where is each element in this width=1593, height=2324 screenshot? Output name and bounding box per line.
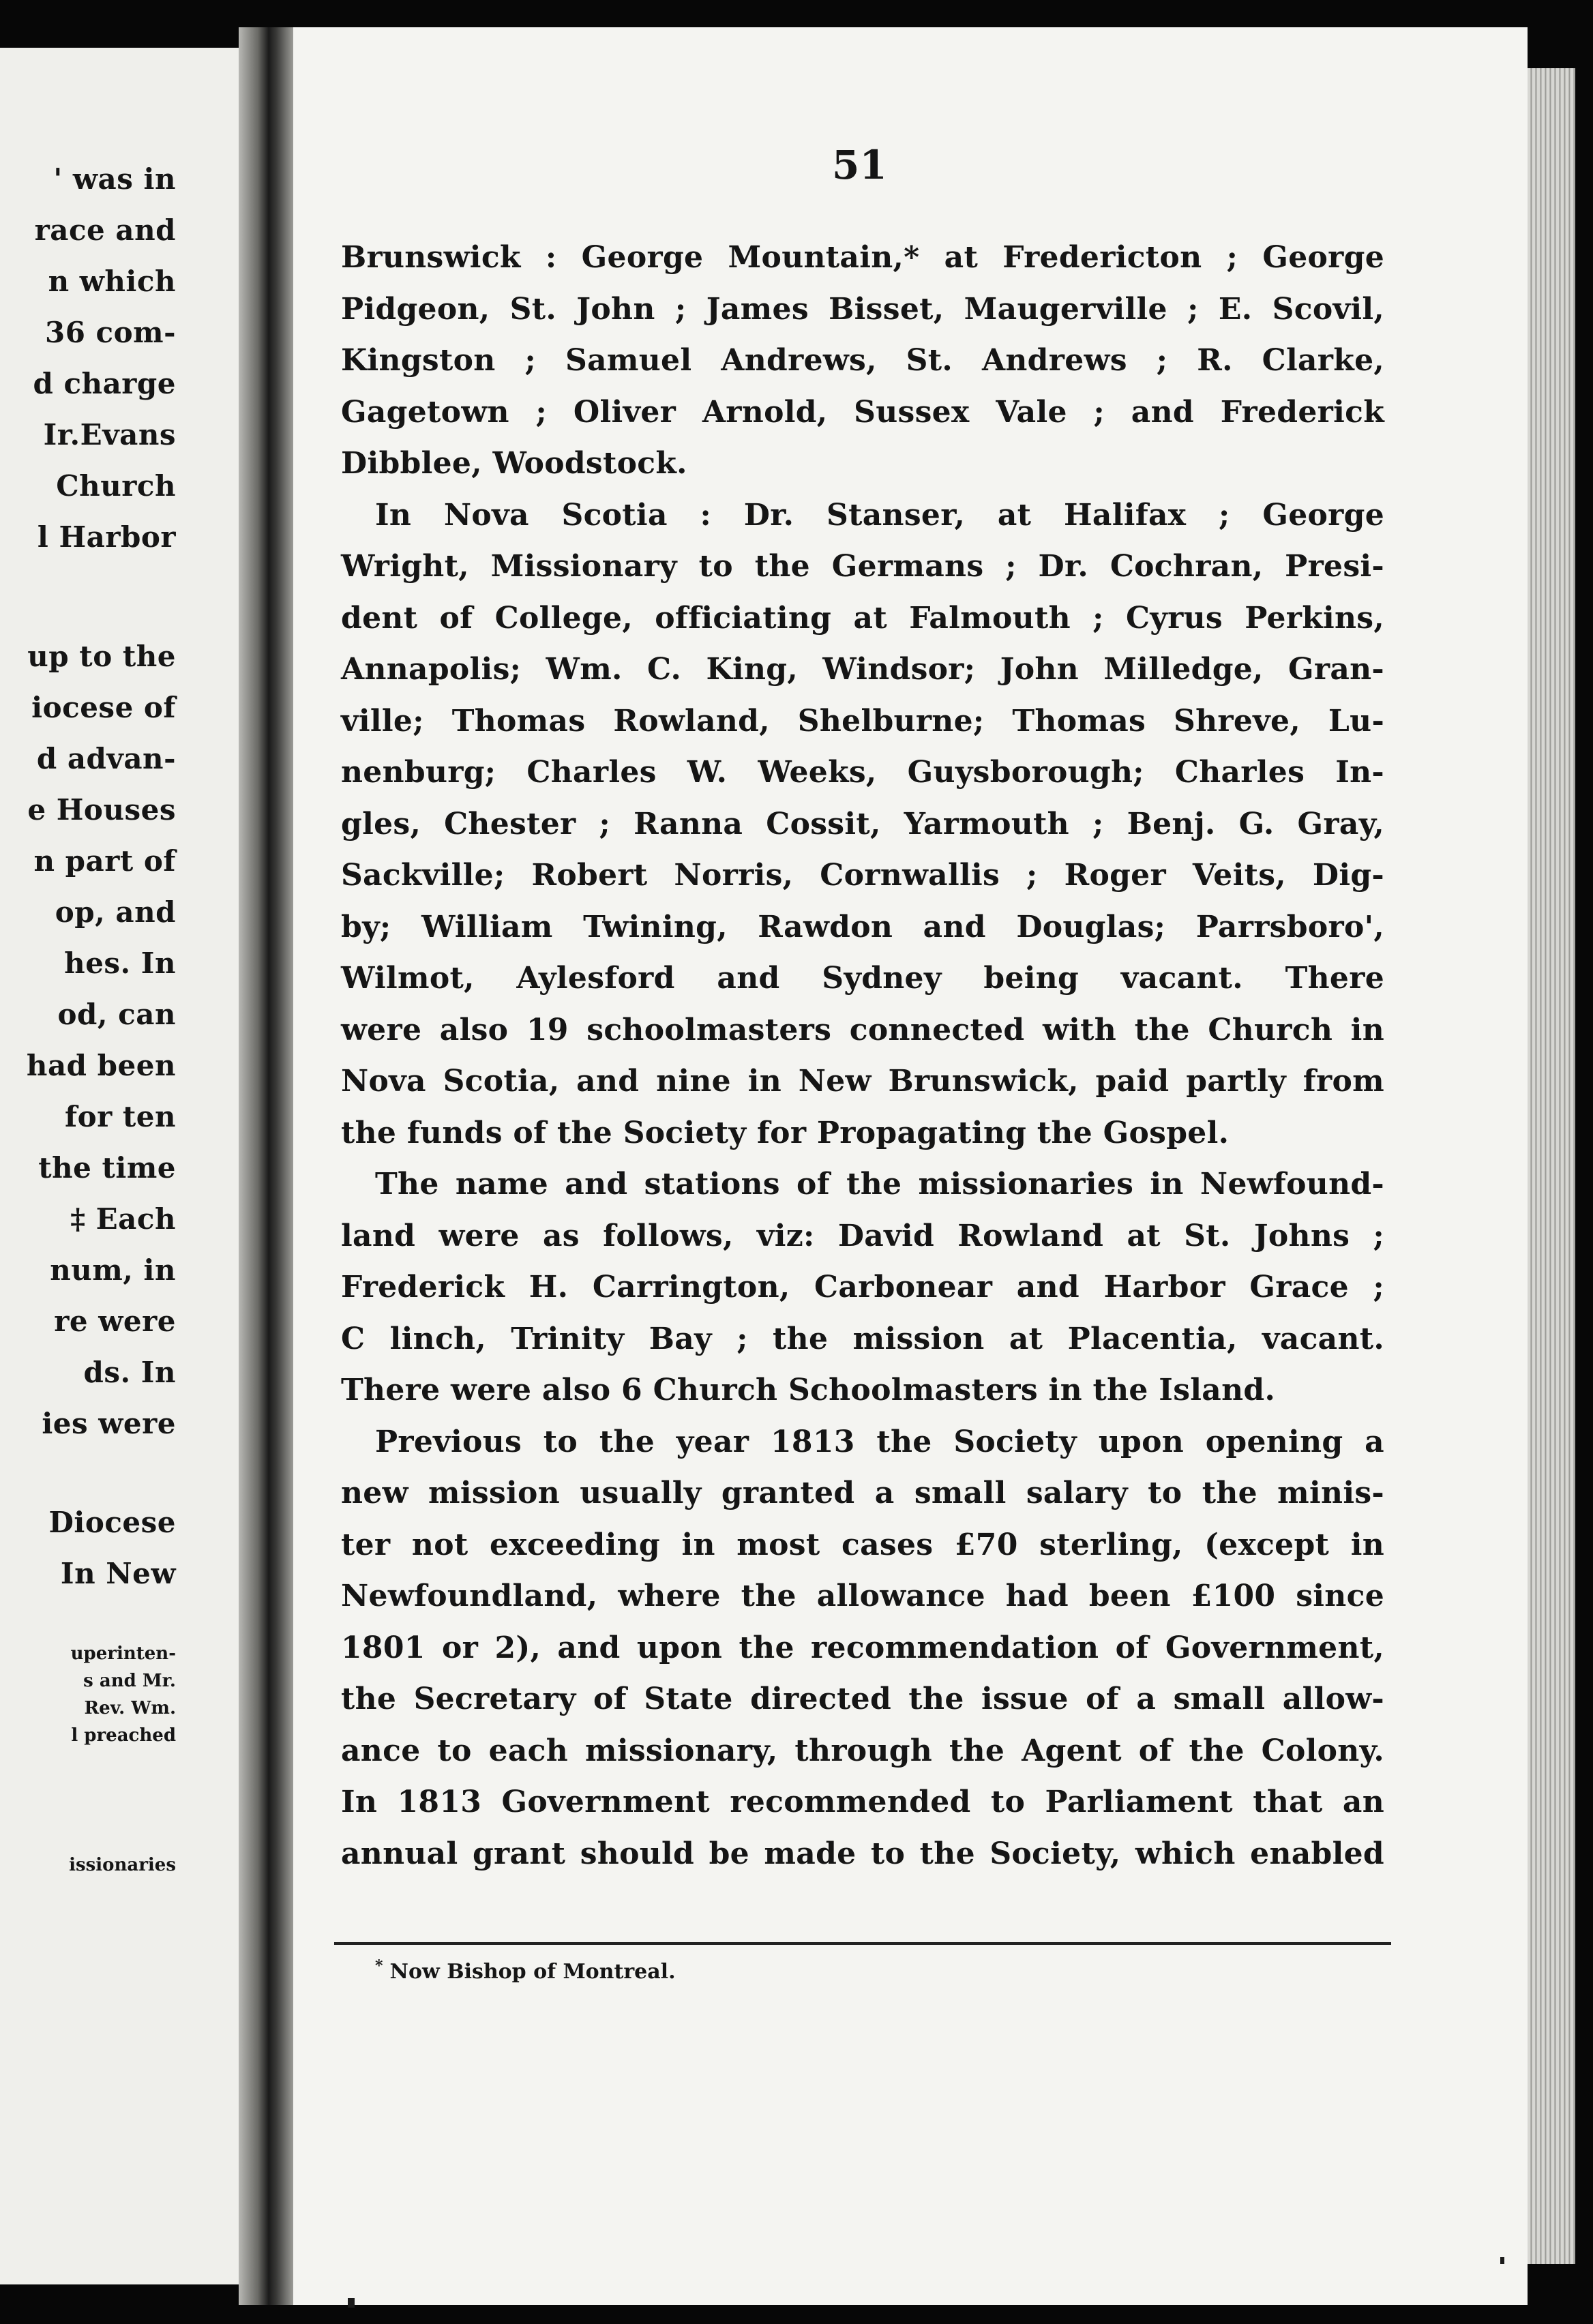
text-line: Frederick H. Carrington, Carbonear and Harbor Grace ; [341, 1270, 1384, 1305]
print-speck [348, 2298, 355, 2308]
text-line: Sackville; Robert Norris, Cornwallis ; Roger Veits, Dig- [341, 858, 1384, 893]
text-line: Brunswick : George Mountain,* at Fredericton ; George [341, 240, 1384, 275]
text-line: Wright, Missionary to the Germans ; Dr. Cochran, Presi- [341, 549, 1384, 584]
left-page-line: up to the [27, 640, 176, 673]
text-line: Pidgeon, St. John ; James Bisset, Maugerville ; E. Scovil, [341, 291, 1384, 327]
left-page-line: Church [56, 469, 176, 503]
text-line: by; William Twining, Rawdon and Douglas; Parrsboro', [341, 909, 1384, 944]
left-page-line: Diocese [48, 1506, 176, 1539]
page-edges [1528, 68, 1575, 2264]
text-line: dent of College, officiating at Falmouth ; Cyrus Perkins, [341, 600, 1384, 636]
text-line: C linch, Trinity Bay ; the mission at Placentia, vacant. [341, 1321, 1384, 1356]
footnote-divider [334, 1942, 1391, 1945]
text-line: There were also 6 Church Schoolmasters in the Island. [341, 1373, 1276, 1407]
right-page [293, 27, 1528, 2305]
text-line: In 1813 Government recommended to Parliament that an [341, 1785, 1384, 1819]
text-line: Newfoundland, where the allowance had been £100 since [341, 1579, 1384, 1613]
text-line: Kingston ; Samuel Andrews, St. Andrews ; R. Clarke, [341, 343, 1384, 378]
body-text [341, 232, 1384, 1879]
left-page-line: ‡ Each [70, 1202, 176, 1236]
left-page-line: num, in [50, 1253, 176, 1287]
left-page-line: 36 com- [44, 316, 176, 349]
footnote-mark: * [375, 1957, 383, 1975]
left-page-line: ' was in [53, 162, 176, 196]
left-page-line: ies were [42, 1407, 176, 1440]
text-line: ville; Thomas Rowland, Shelburne; Thomas Shreve, Lu- [341, 703, 1384, 739]
left-page-line: n which [48, 265, 176, 298]
text-line: 1801 or 2), and upon the recommendation of Government, [341, 1630, 1384, 1665]
text-line: Dibblee, Woodstock. [341, 446, 687, 481]
text-line: new mission usually granted a small salary to the minis- [341, 1476, 1384, 1510]
left-page-line: the time [38, 1151, 176, 1185]
left-page-footnote-line: issionaries [69, 1855, 176, 1875]
left-page-line: ds. In [83, 1356, 176, 1389]
book-gutter [239, 27, 293, 2305]
left-page-line: Ir.Evans [43, 418, 176, 451]
text-line: gles, Chester ; Ranna Cossit, Yarmouth ; Benj. G. Gray, [341, 806, 1384, 841]
left-page-line: had been [26, 1049, 176, 1082]
left-page-line: od, can [57, 998, 176, 1031]
text-line: land were as follows, viz: David Rowland at St. Johns ; [341, 1218, 1384, 1253]
footnote [375, 1957, 676, 1984]
text-line: Wilmot, Aylesford and Sydney being vacant. There [341, 961, 1384, 996]
text-line: Gagetown ; Oliver Arnold, Sussex Vale ; and Frederick [341, 394, 1384, 430]
left-page-line: for ten [65, 1100, 176, 1133]
page-number: 51 [832, 142, 887, 188]
text-line: Annapolis; Wm. C. King, Windsor; John Milledge, Gran- [341, 652, 1384, 687]
footnote-text: Now Bishop of Montreal. [389, 1960, 676, 1984]
left-page-footnote-line: uperinten- [70, 1643, 176, 1664]
print-speck [1500, 2257, 1504, 2264]
left-page-line: d charge [33, 367, 176, 400]
text-line: the Secretary of State directed the issue of a small allow- [341, 1682, 1384, 1716]
text-line: the funds of the Society for Propagating the Gospel. [341, 1115, 1230, 1150]
left-page-line: e Houses [27, 793, 176, 826]
paragraph-start-line: The name and stations of the missionaries in Newfound- [375, 1167, 1384, 1202]
left-page-footnote-line: Rev. Wm. [84, 1698, 176, 1718]
text-line: ter not exceeding in most cases £70 sterling, (except in [341, 1527, 1384, 1562]
text-line: Nova Scotia, and nine in New Brunswick, paid partly from [341, 1064, 1384, 1099]
text-line: were also 19 schoolmasters connected with the Church in [341, 1012, 1384, 1047]
paragraph-start-line: In Nova Scotia : Dr. Stanser, at Halifax ; George [375, 497, 1384, 533]
left-facing-page [0, 48, 239, 2284]
text-line: ance to each missionary, through the Agent of the Colony. [341, 1733, 1384, 1768]
left-page-line: iocese of [31, 691, 176, 724]
left-page-line: op, and [55, 895, 176, 929]
left-page-line: n part of [33, 844, 176, 878]
left-page-line: In New [60, 1557, 176, 1590]
left-page-line: re were [54, 1305, 176, 1338]
left-page-line: d advan- [36, 742, 176, 775]
text-line: annual grant should be made to the Society, which enabled [341, 1836, 1384, 1871]
left-page-line: l Harbor [37, 520, 176, 554]
left-page-footnote-line: l preached [71, 1725, 176, 1746]
left-page-footnote-line: s and Mr. [83, 1671, 176, 1691]
paragraph-start-line: Previous to the year 1813 the Society upon opening a [375, 1424, 1384, 1459]
left-page-line: hes. In [64, 947, 176, 980]
text-line: nenburg; Charles W. Weeks, Guysborough; Charles In- [341, 755, 1384, 790]
left-page-line: race and [34, 213, 176, 247]
